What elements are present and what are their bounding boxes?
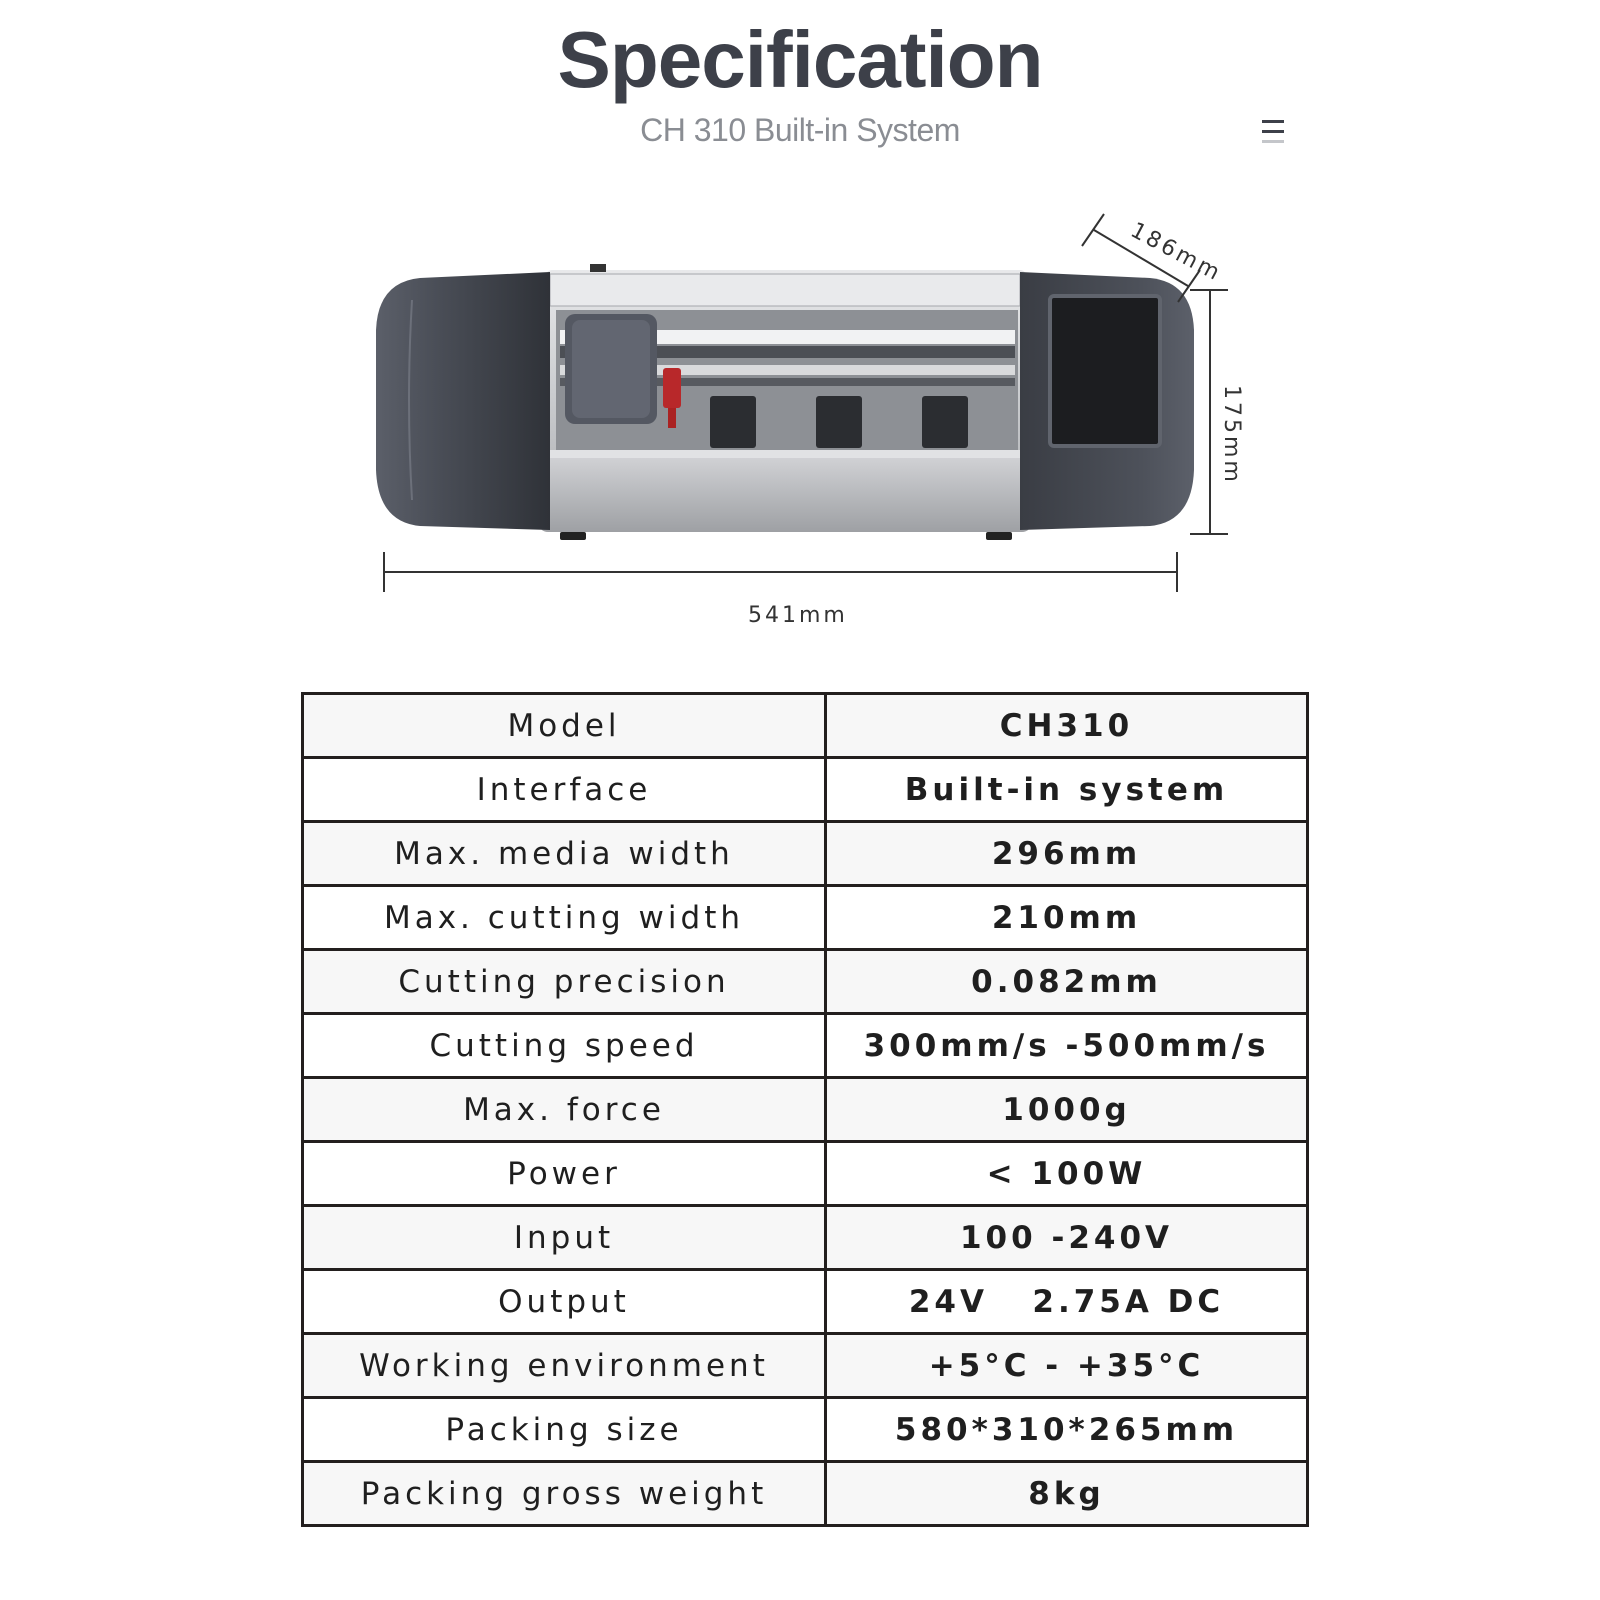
spec-value: 1000g (826, 1078, 1308, 1142)
table-row (303, 758, 1308, 822)
spec-label: Max. cutting width (303, 886, 826, 950)
width-dimension-label: 541mm (748, 603, 848, 628)
spec-value: < 100W (826, 1142, 1308, 1206)
height-dimension-label: 175mm (1219, 385, 1244, 485)
spec-label: Packing gross weight (303, 1462, 826, 1526)
table-row (303, 694, 1308, 758)
spec-value: 0.082mm (826, 950, 1308, 1014)
spec-label: Cutting precision (303, 950, 826, 1014)
table-row (303, 1142, 1308, 1206)
table-row (303, 950, 1308, 1014)
spec-value: +5°C - +35°C (826, 1334, 1308, 1398)
spec-label: Power (303, 1142, 826, 1206)
depth-dimension-label: 186mm (1126, 218, 1227, 287)
spec-label: Max. media width (303, 822, 826, 886)
spec-value: 24V 2.75A DC (826, 1270, 1308, 1334)
cutting-plotter-image (360, 200, 1280, 640)
spec-label: Max. force (303, 1078, 826, 1142)
specification-table (301, 692, 1309, 1527)
table-row (303, 1270, 1308, 1334)
table-row (303, 886, 1308, 950)
spec-value: 580*310*265mm (826, 1398, 1308, 1462)
table-row (303, 1014, 1308, 1078)
spec-label: Input (303, 1206, 826, 1270)
spec-value: CH310 (826, 694, 1308, 758)
spec-value: 296mm (826, 822, 1308, 886)
spec-value: Built-in system (826, 758, 1308, 822)
table-row (303, 1398, 1308, 1462)
spec-value: 300mm/s -500mm/s (826, 1014, 1308, 1078)
table-row (303, 1334, 1308, 1398)
table-row (303, 1462, 1308, 1526)
spec-label: Output (303, 1270, 826, 1334)
spec-label: Packing size (303, 1398, 826, 1462)
spec-value: 210mm (826, 886, 1308, 950)
page-subtitle: CH 310 Built-in System (640, 112, 960, 148)
spec-value: 100 -240V (826, 1206, 1308, 1270)
table-row (303, 1078, 1308, 1142)
page-title: Specification (557, 15, 1043, 104)
spec-label: Cutting speed (303, 1014, 826, 1078)
hamburger-menu-icon[interactable] (1262, 118, 1284, 148)
table-row (303, 1206, 1308, 1270)
spec-value: 8kg (826, 1462, 1308, 1526)
spec-label: Model (303, 694, 826, 758)
spec-label: Working environment (303, 1334, 826, 1398)
table-row (303, 822, 1308, 886)
spec-label: Interface (303, 758, 826, 822)
